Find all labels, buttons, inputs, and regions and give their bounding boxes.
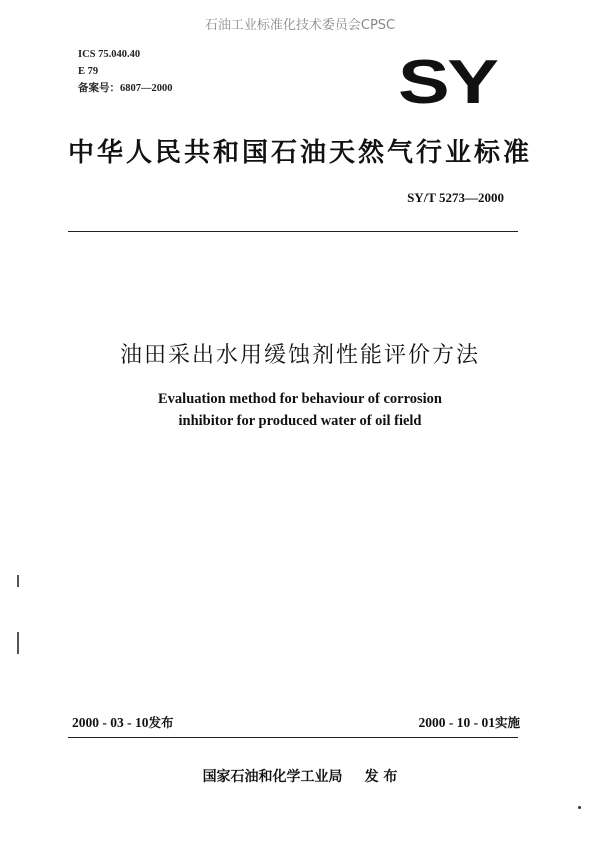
publisher-action: 发 布: [364, 769, 398, 785]
scan-mark: [17, 575, 19, 587]
watermark-text: 石油工业标准化技术委员会CPSC: [204, 18, 396, 33]
issue-label: 发布: [148, 715, 174, 730]
scan-dot: [578, 806, 581, 809]
record-number: 备案号：6807—2000: [78, 83, 173, 94]
document-title-cn: 油田采出水用缓蚀剂性能评价方法: [119, 343, 480, 368]
sy-logo: SY: [398, 48, 497, 117]
industry-standard-title: 中华人民共和国石油天然气行业标准: [67, 138, 532, 168]
title-en-line-1: Evaluation method for behaviour of corrosion: [158, 391, 442, 407]
publisher-name: 国家石油和化学工业局: [202, 769, 343, 785]
category-code: E 79: [78, 66, 99, 77]
issue-date-value: 2000 - 03 - 10: [72, 715, 149, 730]
ics-code: ICS 75.040.40: [78, 49, 141, 60]
standard-number: SY/T 5273—2000: [407, 190, 504, 205]
classification-block: [78, 46, 173, 97]
effective-label: 实施: [494, 715, 520, 730]
effective-date: [418, 713, 520, 731]
publisher-line: [0, 766, 600, 786]
title-en-line-2: inhibitor for produced water of oil field: [178, 413, 422, 429]
bottom-divider: [68, 737, 518, 738]
effective-date-value: 2000 - 10 - 01: [418, 715, 495, 730]
issue-date: [72, 713, 174, 731]
top-divider: [68, 231, 518, 232]
scan-mark: [17, 632, 19, 654]
document-title-en: [0, 388, 600, 432]
